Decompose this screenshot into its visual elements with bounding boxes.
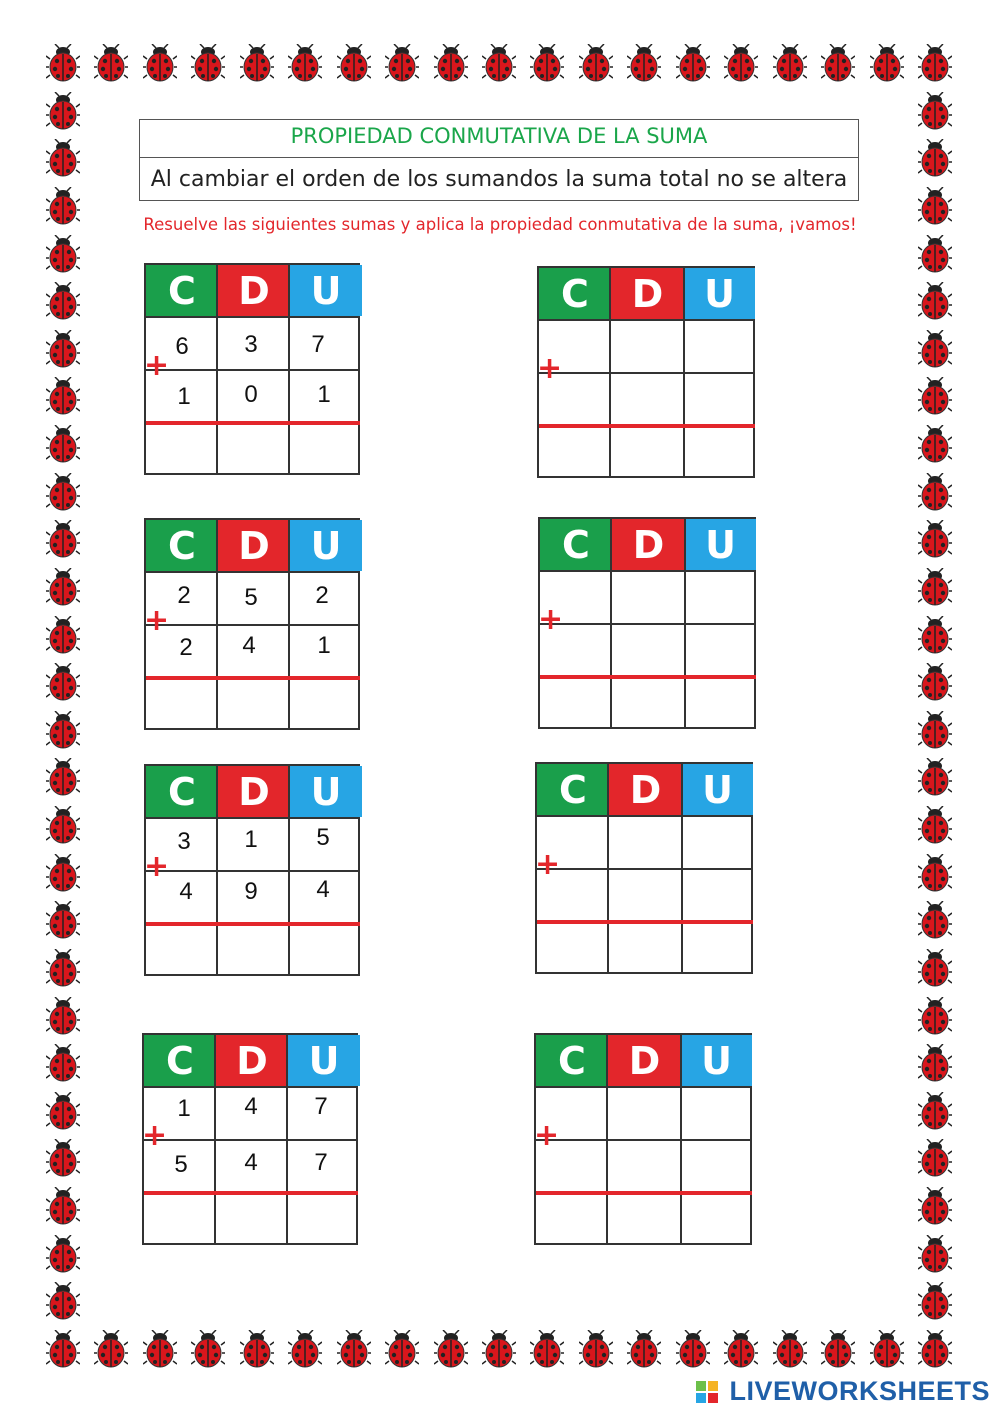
ladybug-icon bbox=[627, 1330, 661, 1370]
ladybug-icon bbox=[918, 187, 952, 227]
digit-c2: 4 bbox=[179, 878, 193, 905]
ladybug-icon bbox=[918, 1282, 952, 1322]
ladybug-icon bbox=[385, 44, 419, 84]
header-u: U bbox=[288, 1035, 360, 1086]
header-d: D bbox=[218, 520, 290, 571]
ladybug-icon bbox=[918, 806, 952, 846]
digit-d2: 0 bbox=[244, 381, 258, 408]
header-d: D bbox=[218, 265, 290, 316]
header-u: U bbox=[290, 766, 362, 817]
digit-u1: 2 bbox=[315, 582, 329, 609]
ladybug-icon bbox=[482, 1330, 516, 1370]
digit-u1: 7 bbox=[314, 1093, 328, 1120]
digit-c2: 2 bbox=[179, 634, 193, 661]
header-c: C bbox=[146, 265, 218, 316]
digit-c2: 5 bbox=[174, 1151, 188, 1178]
header-c: C bbox=[537, 764, 609, 815]
ladybug-icon bbox=[46, 806, 80, 846]
ladybug-icon bbox=[337, 1330, 371, 1370]
ladybug-icon bbox=[46, 425, 80, 465]
ladybug-icon bbox=[821, 1330, 855, 1370]
ladybug-icon bbox=[46, 854, 80, 894]
ladybug-icon bbox=[918, 997, 952, 1037]
header-u: U bbox=[290, 520, 362, 571]
ladybug-icon bbox=[191, 44, 225, 84]
ladybug-icon bbox=[918, 854, 952, 894]
header-u: U bbox=[681, 1035, 752, 1086]
ladybug-icon bbox=[46, 44, 80, 84]
digit-c2: 1 bbox=[177, 383, 191, 410]
digit-c1: 6 bbox=[175, 333, 189, 360]
title-box bbox=[139, 119, 859, 201]
ladybug-icon bbox=[46, 377, 80, 417]
ladybug-icon bbox=[46, 1282, 80, 1322]
addition-grid-filled-1 bbox=[144, 263, 360, 475]
ladybug-icon bbox=[240, 1330, 274, 1370]
ladybug-icon bbox=[918, 1139, 952, 1179]
ladybug-icon bbox=[918, 92, 952, 132]
addition-grid-filled-3 bbox=[144, 764, 360, 976]
ladybug-icon bbox=[46, 520, 80, 560]
digit-u1: 7 bbox=[311, 331, 325, 358]
ladybug-icon bbox=[579, 44, 613, 84]
liveworksheets-logo-icon bbox=[696, 1381, 718, 1403]
digit-d2: 9 bbox=[244, 878, 258, 905]
ladybug-icon bbox=[579, 1330, 613, 1370]
ladybug-icon bbox=[46, 92, 80, 132]
ladybug-icon bbox=[918, 758, 952, 798]
ladybug-icon bbox=[676, 44, 710, 84]
ladybug-icon bbox=[46, 473, 80, 513]
ladybug-icon bbox=[288, 44, 322, 84]
ladybug-icon bbox=[918, 1187, 952, 1227]
sum-line bbox=[144, 1191, 358, 1195]
page-title: PROPIEDAD CONMUTATIVA DE LA SUMA bbox=[290, 124, 708, 148]
title-divider bbox=[140, 157, 858, 158]
addition-grid-empty-2 bbox=[538, 517, 756, 729]
ladybug-icon bbox=[46, 1330, 80, 1370]
ladybug-icon bbox=[482, 44, 516, 84]
digit-u2: 1 bbox=[317, 632, 331, 659]
sum-line bbox=[146, 922, 360, 926]
sum-line bbox=[146, 421, 360, 425]
digit-u2: 1 bbox=[317, 381, 331, 408]
ladybug-icon bbox=[918, 473, 952, 513]
ladybug-icon bbox=[46, 1044, 80, 1084]
ladybug-icon bbox=[676, 1330, 710, 1370]
ladybug-icon bbox=[918, 1235, 952, 1275]
header-u: U bbox=[290, 265, 362, 316]
sum-line bbox=[539, 424, 755, 428]
ladybug-icon bbox=[821, 44, 855, 84]
ladybug-icon bbox=[240, 44, 274, 84]
ladybug-icon bbox=[870, 44, 904, 84]
ladybug-icon bbox=[530, 1330, 564, 1370]
ladybug-icon bbox=[918, 330, 952, 370]
ladybug-icon bbox=[530, 44, 564, 84]
header-c: C bbox=[144, 1035, 216, 1086]
digit-d1: 3 bbox=[244, 331, 258, 358]
ladybug-icon bbox=[46, 901, 80, 941]
ladybug-icon bbox=[918, 44, 952, 84]
ladybug-icon bbox=[918, 616, 952, 656]
addition-grid-empty-4 bbox=[534, 1033, 752, 1245]
digit-d2: 4 bbox=[242, 632, 256, 659]
ladybug-icon bbox=[46, 616, 80, 656]
header-c: C bbox=[146, 520, 218, 571]
ladybug-icon bbox=[46, 568, 80, 608]
ladybug-icon bbox=[46, 1092, 80, 1132]
ladybug-icon bbox=[191, 1330, 225, 1370]
ladybug-icon bbox=[143, 1330, 177, 1370]
sum-line bbox=[536, 1191, 752, 1195]
ladybug-icon bbox=[46, 997, 80, 1037]
ladybug-icon bbox=[918, 282, 952, 322]
instruction-text: Resuelve las siguientes sumas y aplica la propiedad conmutativa de la suma, ¡vamos! bbox=[143, 215, 857, 234]
digit-d1: 4 bbox=[244, 1093, 258, 1120]
ladybug-icon bbox=[870, 1330, 904, 1370]
header-d: D bbox=[218, 766, 290, 817]
digit-d1: 5 bbox=[244, 584, 258, 611]
addition-grid-empty-1 bbox=[537, 266, 755, 478]
ladybug-icon bbox=[337, 44, 371, 84]
page-subtitle: Al cambiar el orden de los sumandos la suma total no se altera bbox=[150, 167, 848, 192]
sum-line bbox=[146, 676, 360, 680]
ladybug-icon bbox=[46, 139, 80, 179]
ladybug-icon bbox=[918, 1092, 952, 1132]
header-d: D bbox=[612, 519, 685, 570]
header-u: U bbox=[682, 764, 753, 815]
header-d: D bbox=[216, 1035, 288, 1086]
plus-sign: + bbox=[144, 603, 170, 638]
ladybug-icon bbox=[46, 282, 80, 322]
ladybug-icon bbox=[918, 425, 952, 465]
ladybug-icon bbox=[46, 235, 80, 275]
header-d: D bbox=[609, 764, 682, 815]
ladybug-icon bbox=[434, 44, 468, 84]
footer-brand: LIVEWORKSHEETS bbox=[729, 1376, 990, 1406]
header-c: C bbox=[536, 1035, 608, 1086]
ladybug-icon bbox=[434, 1330, 468, 1370]
header-d: D bbox=[608, 1035, 681, 1086]
header-c: C bbox=[540, 519, 612, 570]
addition-grid-empty-3 bbox=[535, 762, 753, 974]
ladybug-icon bbox=[94, 44, 128, 84]
ladybug-icon bbox=[918, 377, 952, 417]
digit-c1: 1 bbox=[177, 1095, 191, 1122]
digit-d1: 1 bbox=[244, 826, 258, 853]
digit-u2: 7 bbox=[314, 1149, 328, 1176]
header-c: C bbox=[539, 268, 611, 319]
digit-c1: 3 bbox=[177, 828, 191, 855]
digit-u1: 5 bbox=[316, 824, 330, 851]
plus-sign: + bbox=[534, 1118, 560, 1153]
digit-u2: 4 bbox=[316, 876, 330, 903]
plus-sign: + bbox=[144, 849, 170, 884]
ladybug-icon bbox=[918, 520, 952, 560]
ladybug-icon bbox=[385, 1330, 419, 1370]
addition-grid-filled-2 bbox=[144, 518, 360, 730]
ladybug-icon bbox=[46, 1187, 80, 1227]
plus-sign: + bbox=[535, 847, 561, 882]
digit-c1: 2 bbox=[177, 582, 191, 609]
ladybug-icon bbox=[918, 663, 952, 703]
plus-sign: + bbox=[538, 602, 564, 637]
ladybug-icon bbox=[46, 711, 80, 751]
ladybug-icon bbox=[627, 44, 661, 84]
sum-line bbox=[540, 675, 756, 679]
ladybug-icon bbox=[918, 1330, 952, 1370]
ladybug-icon bbox=[46, 949, 80, 989]
ladybug-icon bbox=[94, 1330, 128, 1370]
ladybug-icon bbox=[288, 1330, 322, 1370]
addition-grid-filled-4 bbox=[142, 1033, 358, 1245]
header-c: C bbox=[146, 766, 218, 817]
ladybug-icon bbox=[724, 44, 758, 84]
ladybug-icon bbox=[918, 1044, 952, 1084]
ladybug-icon bbox=[918, 901, 952, 941]
ladybug-icon bbox=[918, 568, 952, 608]
ladybug-icon bbox=[724, 1330, 758, 1370]
ladybug-icon bbox=[46, 1139, 80, 1179]
header-d: D bbox=[611, 268, 684, 319]
header-u: U bbox=[685, 519, 756, 570]
ladybug-icon bbox=[143, 44, 177, 84]
ladybug-icon bbox=[773, 1330, 807, 1370]
ladybug-icon bbox=[918, 711, 952, 751]
ladybug-icon bbox=[46, 330, 80, 370]
plus-sign: + bbox=[142, 1118, 168, 1153]
ladybug-icon bbox=[46, 758, 80, 798]
sum-line bbox=[537, 920, 753, 924]
ladybug-icon bbox=[918, 235, 952, 275]
ladybug-icon bbox=[46, 663, 80, 703]
ladybug-icon bbox=[918, 139, 952, 179]
plus-sign: + bbox=[144, 348, 170, 383]
ladybug-icon bbox=[46, 187, 80, 227]
plus-sign: + bbox=[537, 351, 563, 386]
ladybug-icon bbox=[773, 44, 807, 84]
ladybug-icon bbox=[918, 949, 952, 989]
header-u: U bbox=[684, 268, 755, 319]
digit-d2: 4 bbox=[244, 1149, 258, 1176]
ladybug-icon bbox=[46, 1235, 80, 1275]
